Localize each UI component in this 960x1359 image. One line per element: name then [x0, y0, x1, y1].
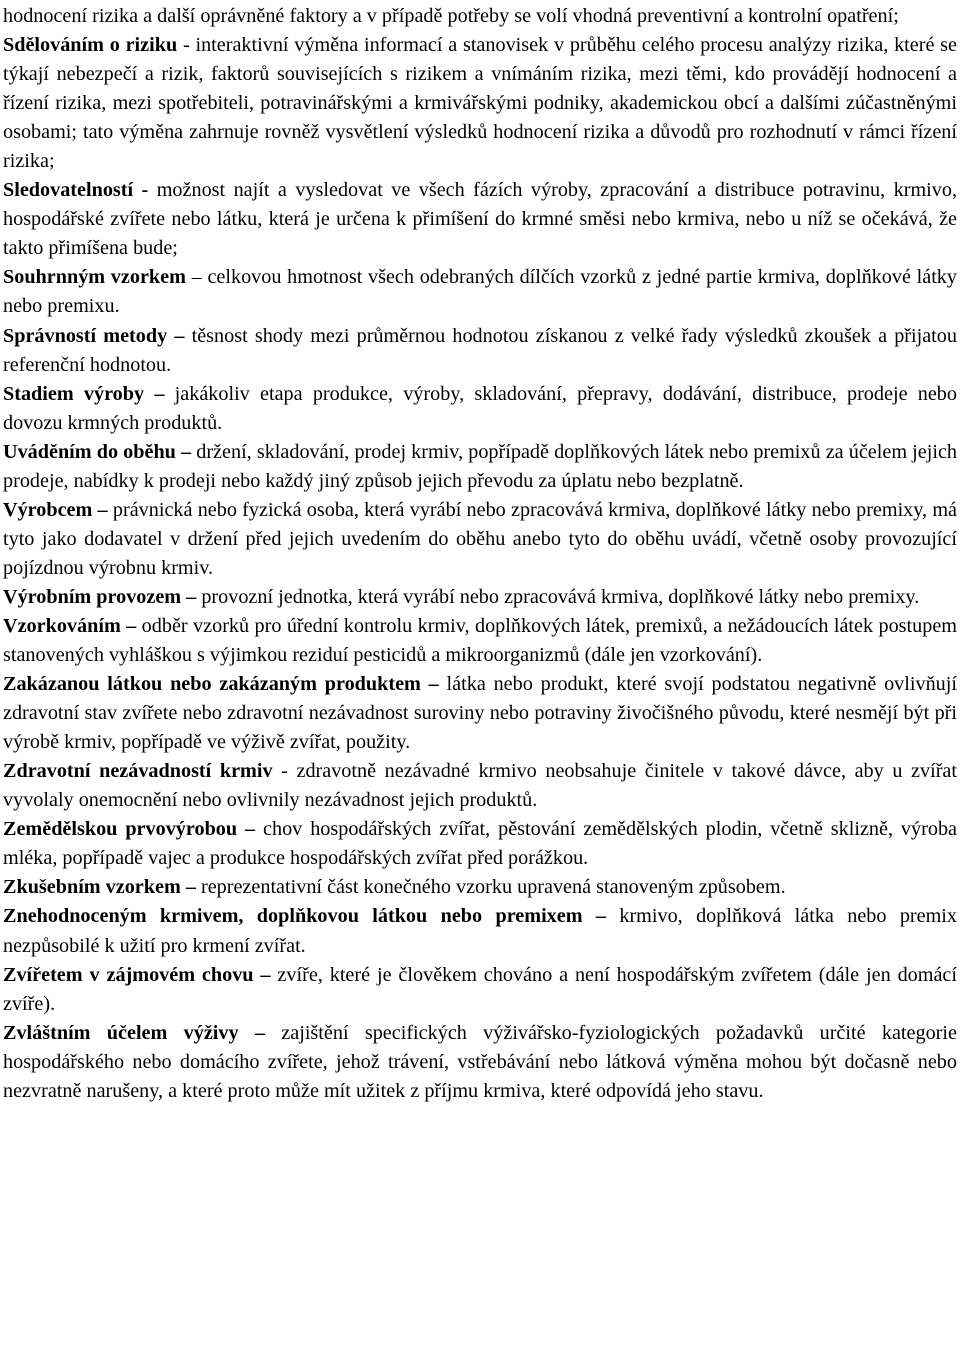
definition-paragraph	[3, 438, 957, 496]
definition-term: Výrobcem –	[3, 498, 108, 521]
definition-paragraph	[3, 263, 957, 321]
definition-text: - interaktivní výměna informací a stanovisek v průběhu celého procesu analýzy rizika, které se týkají nebezpečí a rizik, faktorů souvisejících s rizikem a vnímáním rizika, mezi těmi, kdo provádějí hodnocení a řízení rizika, mezi spotřebiteli, potravinářskými a krmivářskými podniky, akademickou obcí a dalšími zúčastněnými osobami; tato výměna zahrnuje rovněž vysvětlení výsledků hodnocení rizika a důvodů pro rozhodnutí v rámci řízení rizika;	[3, 34, 957, 173]
definition-paragraph	[3, 31, 957, 176]
definition-paragraph	[3, 322, 957, 380]
definition-term: Zkušebním vzorkem –	[3, 876, 196, 899]
definition-term: Uváděním do oběhu –	[3, 440, 192, 463]
definition-paragraph	[3, 2, 957, 31]
definition-paragraph	[3, 1019, 957, 1106]
definition-paragraph	[3, 902, 957, 960]
definition-term: Zakázanou látkou nebo zakázaným produktem –	[3, 673, 439, 696]
definition-paragraph	[3, 670, 957, 757]
definition-text: těsnost shody mezi průměrnou hodnotou získanou z velké řady výsledků zkoušek a přijatou referenční hodnotou.	[3, 324, 957, 376]
definition-term: Sledovatelností -	[3, 179, 149, 202]
definition-paragraph	[3, 612, 957, 670]
definition-text: právnická nebo fyzická osoba, která vyrábí nebo zpracovává krmiva, doplňkové látky nebo premixy, má tyto jako dodavatel v držení před jejich uvedením do oběhu anebo tyto do oběhu uvádí, včetně osoby provozující pojízdnou výrobnu krmiv.	[3, 498, 957, 579]
definition-term: Sdělováním o riziku	[3, 34, 178, 57]
definition-text: provozní jednotka, která vyrábí nebo zpracovává krmiva, doplňkové látky nebo premixy.	[196, 585, 920, 608]
definition-text: reprezentativní část konečného vzorku upravená stanoveným způsobem.	[195, 876, 786, 899]
definition-paragraph	[3, 815, 957, 873]
definition-text: odběr vzorků pro úřední kontrolu krmiv, doplňkových látek, premixů, a nežádoucích látek postupem stanovených vyhláškou s výjimkou reziduí pesticidů a mikroorganizmů (dále jen vzorkování).	[3, 614, 957, 667]
definition-term: Stadiem výroby –	[3, 382, 165, 405]
definition-term: Zvláštním účelem výživy –	[3, 1021, 265, 1044]
definition-term: Zvířetem v zájmovém chovu –	[3, 963, 271, 986]
definition-paragraph	[3, 757, 957, 815]
definition-term: Vzorkováním –	[3, 614, 137, 637]
definition-text: možnost najít a vysledovat ve všech fázích výroby, zpracování a distribuce potravinu, krmivo, hospodářské zvířete nebo látku, která je určena k přimíšení do krmné směsi nebo krmiva, nebo u níž se očekává, že takto přimíšena bude;	[3, 179, 957, 260]
definition-term: Znehodnoceným krmivem, doplňkovou látkou nebo premixem –	[3, 905, 606, 928]
definition-paragraph	[3, 961, 957, 1019]
definition-text: hodnocení rizika a další oprávněné faktory a v případě potřeby se volí vhodná preventivní a kontrolní opatření;	[3, 5, 899, 27]
definition-text: látka nebo produkt, které svojí podstatou negativně ovlivňují zdravotní stav zvířete nebo zdravotní nezávadnost suroviny nebo potraviny živočišného původu, které nesmějí být při výrobě krmiv, popřípadě ve výživě zvířat, použity.	[3, 673, 957, 754]
definition-text: zajištění specifických výživářsko-fyziologických požadavků určité kategorie hospodářského nebo domácího zvířete, jehož trávení, vstřebávání nebo látková výměna mohou být dočasně nebo nezvratně narušeny, a které proto může mít užitek z příjmu krmiva, které odpovídá jeho stavu.	[3, 1021, 957, 1102]
definition-term: Zemědělskou prvovýrobou –	[3, 818, 256, 841]
definition-paragraph	[3, 176, 957, 263]
document-page	[3, 0, 957, 1106]
definition-term: Výrobním provozem –	[3, 585, 197, 608]
definition-term: Správností metody –	[3, 324, 185, 347]
definition-text: – celkovou hmotnost všech odebraných dílčích vzorků z jedné partie krmiva, doplňkové látky nebo premixu.	[3, 266, 957, 318]
definition-paragraph	[3, 380, 957, 438]
definition-term: Zdravotní nezávadností krmiv	[3, 760, 273, 783]
definition-text: zvíře, které je člověkem chováno a není hospodářským zvířetem (dále jen domácí zvíře).	[3, 963, 957, 1015]
definition-paragraph	[3, 873, 957, 902]
definition-text: držení, skladování, prodej krmiv, popřípadě doplňkových látek nebo premixů za účelem jejich prodeje, nabídky k prodeji nebo každý jiný způsob jejich převodu za úplatu nebo bezplatně.	[3, 440, 958, 492]
definition-text: krmivo, doplňková látka nebo premix nezpůsobilé k užití pro krmení zvířat.	[3, 905, 957, 957]
definition-text: jakákoliv etapa produkce, výroby, skladování, přepravy, dodávání, distribuce, prodeje nebo dovozu krmných produktů.	[3, 382, 957, 434]
definition-text: - zdravotně nezávadné krmivo neobsahuje činitele v takové dávce, aby u zvířat vyvolaly onemocnění nebo ovlivnily nezávadnost jejich produktů.	[3, 760, 957, 812]
definition-term: Souhrnným vzorkem	[3, 266, 186, 289]
definition-paragraph	[3, 496, 957, 583]
definition-paragraph	[3, 583, 957, 612]
definition-text: chov hospodářských zvířat, pěstování zemědělských plodin, včetně sklizně, výroba mléka, popřípadě vajec a produkce hospodářských zvířat před porážkou.	[3, 818, 957, 870]
